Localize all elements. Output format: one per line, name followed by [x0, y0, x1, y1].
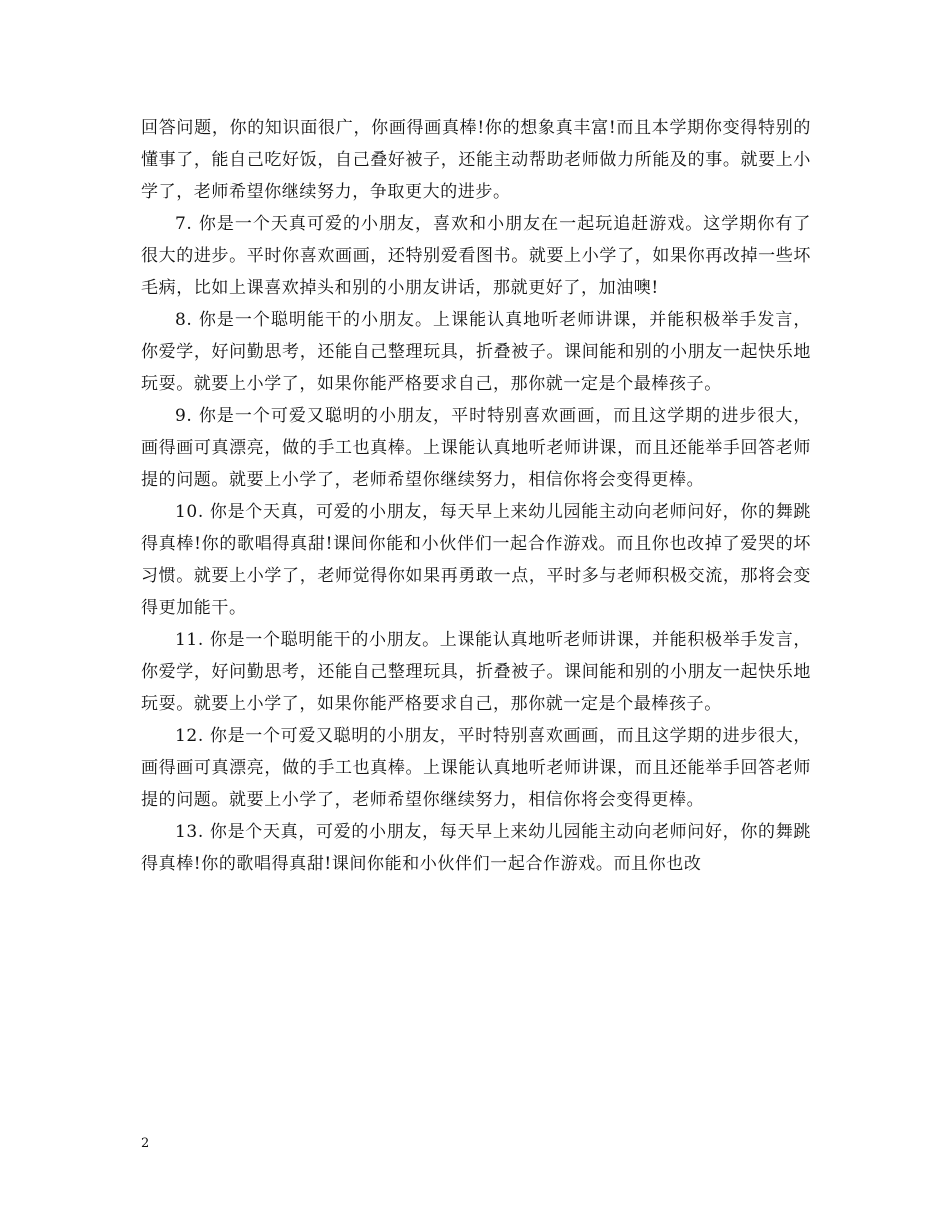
- paragraph-item-12: 12. 你是一个可爱又聪明的小朋友，平时特别喜欢画画，而且这学期的进步很大，画得画可真漂亮，做的手工也真棒。上课能认真地听老师讲课，而且还能举手回答老师提的问题。就要上小学了，老师希望你继续努力，相信你将会变得更棒。: [141, 726, 811, 810]
- paragraph-item-8: 8. 你是一个聪明能干的小朋友。上课能认真地听老师讲课，并能积极举手发言，你爱学，好问勤思考，还能自己整理玩具，折叠被子。课间能和别的小朋友一起快乐地玩耍。就要上小学了，如果你能严格要求自己，那你就一定是个最棒孩子。: [141, 310, 811, 394]
- body-text: [141, 112, 811, 880]
- paragraph-item-13: 13. 你是个天真，可爱的小朋友，每天早上来幼儿园能主动向老师问好，你的舞跳得真棒!你的歌唱得真甜!课间你能和小伙伴们一起合作游戏。而且你也改: [141, 822, 811, 874]
- paragraph-item-11: 11. 你是一个聪明能干的小朋友。上课能认真地听老师讲课，并能积极举手发言，你爱学，好问勤思考，还能自己整理玩具，折叠被子。课间能和别的小朋友一起快乐地玩耍。就要上小学了，如果你能严格要求自己，那你就一定是个最棒孩子。: [141, 630, 811, 714]
- paragraph-item-10: 10. 你是个天真，可爱的小朋友，每天早上来幼儿园能主动向老师问好，你的舞跳得真棒!你的歌唱得真甜!课间你能和小伙伴们一起合作游戏。而且你也改掉了爱哭的坏习惯。就要上小学了，老师觉得你如果再勇敢一点，平时多与老师积极交流，那将会变得更加能干。: [141, 502, 811, 618]
- paragraph-continuation: 回答问题，你的知识面很广，你画得画真棒!你的想象真丰富!而且本学期你变得特别的懂事了，能自己吃好饭，自己叠好被子，还能主动帮助老师做力所能及的事。就要上小学了，老师希望你继续努力，争取更大的进步。: [141, 118, 811, 202]
- paragraph-item-9: 9. 你是一个可爱又聪明的小朋友，平时特别喜欢画画，而且这学期的进步很大，画得画可真漂亮，做的手工也真棒。上课能认真地听老师讲课，而且还能举手回答老师提的问题。就要上小学了，老师希望你继续努力，相信你将会变得更棒。: [141, 406, 811, 490]
- page-number: 2: [141, 1136, 150, 1151]
- paragraph-item-7: 7. 你是一个天真可爱的小朋友，喜欢和小朋友在一起玩追赶游戏。这学期你有了很大的进步。平时你喜欢画画，还特别爱看图书。就要上小学了，如果你再改掉一些坏毛病，比如上课喜欢掉头和别的小朋友讲话，那就更好了，加油噢!: [141, 214, 811, 298]
